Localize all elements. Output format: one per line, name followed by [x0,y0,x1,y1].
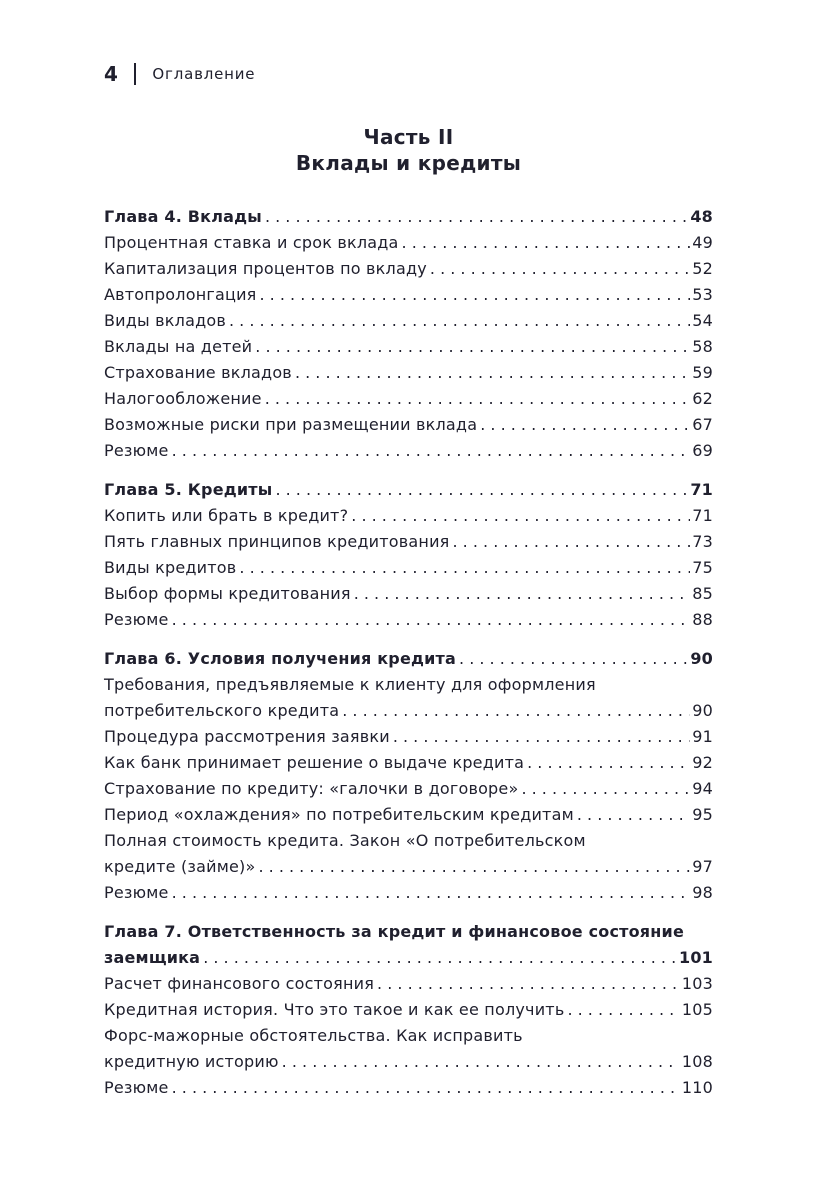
toc-chapter-entry [104,646,713,672]
toc-entry-row [104,1075,713,1101]
part-title-line1: Часть II [363,125,454,149]
toc-entry-row [104,204,713,230]
toc-entry-row [104,880,713,906]
toc-entry [104,997,713,1023]
toc-entry-row [104,412,713,438]
dot-leader [295,360,690,386]
toc-entry [104,802,713,828]
dot-leader [402,230,691,256]
dot-leader [527,750,690,776]
dot-leader [342,698,690,724]
toc-entry [104,529,713,555]
dot-leader [172,607,691,633]
dot-leader [453,529,691,555]
dot-leader [172,438,691,464]
toc-entry-title: Выбор формы кредитования [104,583,351,603]
toc-entry-title: кредите (займе)» [104,856,256,876]
toc-entry-row [104,854,713,880]
dot-leader [260,282,691,308]
toc-entry [104,880,713,906]
toc-entry-wrapped-line: Требования, предъявляемые к клиенту для оформления [104,674,596,694]
toc-entry-title: Резюме [104,440,169,460]
toc-entry-page: 91 [692,726,713,746]
toc-entry-title: Копить или брать в кредит? [104,505,349,525]
toc-entry-page: 101 [679,947,713,967]
toc-entry [104,750,713,776]
toc-entry-title: Кредитная история. Что это такое и как ее получить [104,999,565,1019]
toc-entry [104,971,713,997]
toc-entry-row [104,802,713,828]
part-title-line2: Вклады и кредиты [295,151,522,176]
toc-entry-row [104,334,713,360]
toc-entry-row [104,607,713,633]
toc-entry-page: 49 [692,232,713,252]
toc-entry-page: 105 [681,999,713,1019]
toc-chapter-entry [104,477,713,503]
toc-entry-title: Пять главных принципов кредитования [104,531,450,551]
toc-entry [104,555,713,581]
toc-entry-title: Глава 4. Вклады [104,206,262,226]
toc-entry-title: Виды кредитов [104,557,237,577]
toc-entry-row [104,282,713,308]
toc-entry-title: потребительского кредита [104,700,340,720]
toc-entry-row [104,750,713,776]
dot-leader [265,204,688,230]
toc-entry-row [104,945,713,971]
toc-entry-title: заемщика [104,947,201,967]
toc-section [104,477,713,633]
dot-leader [239,555,690,581]
toc-entry-title: Как банк принимает решение о выдаче кредита [104,752,525,772]
toc-entry-row [104,386,713,412]
dot-leader [521,776,690,802]
toc-entry-page: 69 [692,440,713,460]
toc-entry-title: Глава 5. Кредиты [104,479,273,499]
toc-entry-row [104,698,713,724]
dot-leader [354,581,691,607]
toc-entry-page: 98 [692,882,713,902]
toc-entry [104,724,713,750]
toc-entry-page: 108 [681,1051,713,1071]
toc-entry-title: Налогообложение [104,388,262,408]
toc-entry [104,230,713,256]
toc-entry [104,1075,713,1101]
toc-entry [104,308,713,334]
toc-entry-row [104,256,713,282]
toc-entry-row [104,529,713,555]
toc-entry [104,1023,713,1075]
dot-leader [203,945,677,971]
toc-entry-page: 52 [692,258,713,278]
toc-entry-page: 103 [681,973,713,993]
toc-entry-page: 75 [692,557,713,577]
toc-entry-title: Резюме [104,1077,169,1097]
toc-entry-row [104,555,713,581]
dot-leader [229,308,690,334]
toc-entry-page: 62 [692,388,713,408]
toc-entry-title: Автопролонгация [104,284,257,304]
toc-entry-page: 59 [692,362,713,382]
toc-entry-page: 67 [692,414,713,434]
toc-entry-title: Вклады на детей [104,336,253,356]
toc-entry [104,438,713,464]
toc-entry-page: 85 [692,583,713,603]
toc-entry-title: Резюме [104,882,169,902]
toc-entry-page: 90 [690,648,713,668]
toc-section [104,919,713,1101]
toc-entry [104,672,713,724]
dot-leader [567,997,679,1023]
dot-leader [393,724,690,750]
toc-entry-page: 53 [692,284,713,304]
dot-leader [282,1049,680,1075]
toc-entry [104,412,713,438]
toc-entry-title: Возможные риски при размещении вклада [104,414,478,434]
toc-chapter-entry [104,204,713,230]
toc-entry-page: 71 [690,479,713,499]
toc-entry-page: 90 [692,700,713,720]
toc-entry-title: Резюме [104,609,169,629]
toc-entry-title: Расчет финансового состояния [104,973,375,993]
dot-leader [377,971,680,997]
toc-entry-wrapped-line: Глава 7. Ответственность за кредит и финансовое состояние [104,921,685,941]
dot-leader [258,854,690,880]
toc-entry-page: 71 [692,505,713,525]
dot-leader [172,1075,680,1101]
toc-entry-row [104,230,713,256]
toc-entry-title: Виды вкладов [104,310,226,330]
toc-entry-wrapped-line: Полная стоимость кредита. Закон «О потребительском [104,830,586,850]
toc-entry-page: 88 [692,609,713,629]
toc-entry-row [104,308,713,334]
dot-leader [459,646,688,672]
dot-leader [351,503,690,529]
toc-entry-page: 58 [692,336,713,356]
toc-entry-row [104,360,713,386]
toc-entry-wrapped-line: Форс-мажорные обстоятельства. Как исправить [104,1025,523,1045]
toc-entry-page: 97 [692,856,713,876]
toc-entry [104,334,713,360]
toc-entry [104,776,713,802]
toc-entry [104,607,713,633]
running-title: Оглавление [152,65,256,83]
toc-entry-page: 95 [692,804,713,824]
toc-chapter-entry [104,919,713,971]
running-header [104,62,713,86]
toc-entry [104,256,713,282]
toc-entry-row [104,776,713,802]
toc-entry-page: 92 [692,752,713,772]
toc-entry-title: Страхование по кредиту: «галочки в договоре» [104,778,519,798]
page-number: 4 [104,62,119,86]
toc-entry-row [104,477,713,503]
dot-leader [480,412,690,438]
toc-entry-page: 54 [692,310,713,330]
toc-entry-row [104,503,713,529]
toc-entry-row [104,646,713,672]
toc-entry [104,503,713,529]
toc-entry-title: кредитную историю [104,1051,279,1071]
toc [104,204,713,1101]
dot-leader [255,334,690,360]
toc-entry-title: Процедура рассмотрения заявки [104,726,390,746]
part-title [104,124,713,177]
toc-entry-title: Период «охлаждения» по потребительским кредитам [104,804,574,824]
toc-entry [104,282,713,308]
toc-entry-row [104,581,713,607]
toc-entry-title: Глава 6. Условия получения кредита [104,648,457,668]
header-divider [134,63,136,85]
toc-entry [104,360,713,386]
dot-leader [172,880,691,906]
toc-entry-row [104,971,713,997]
toc-entry-page: 73 [692,531,713,551]
toc-entry-title: Капитализация процентов по вкладу [104,258,427,278]
toc-entry-page: 94 [692,778,713,798]
toc-entry-row [104,997,713,1023]
toc-section [104,204,713,464]
toc-entry-title: Страхование вкладов [104,362,292,382]
toc-entry-title: Процентная ставка и срок вклада [104,232,399,252]
dot-leader [430,256,690,282]
toc-section [104,646,713,906]
toc-entry-page: 110 [681,1077,713,1097]
toc-entry-row [104,724,713,750]
toc-entry-row [104,1049,713,1075]
dot-leader [275,477,688,503]
toc-entry-page: 48 [690,206,713,226]
dot-leader [265,386,691,412]
toc-entry [104,828,713,880]
dot-leader [577,802,690,828]
toc-entry [104,581,713,607]
toc-entry [104,386,713,412]
toc-entry-row [104,438,713,464]
